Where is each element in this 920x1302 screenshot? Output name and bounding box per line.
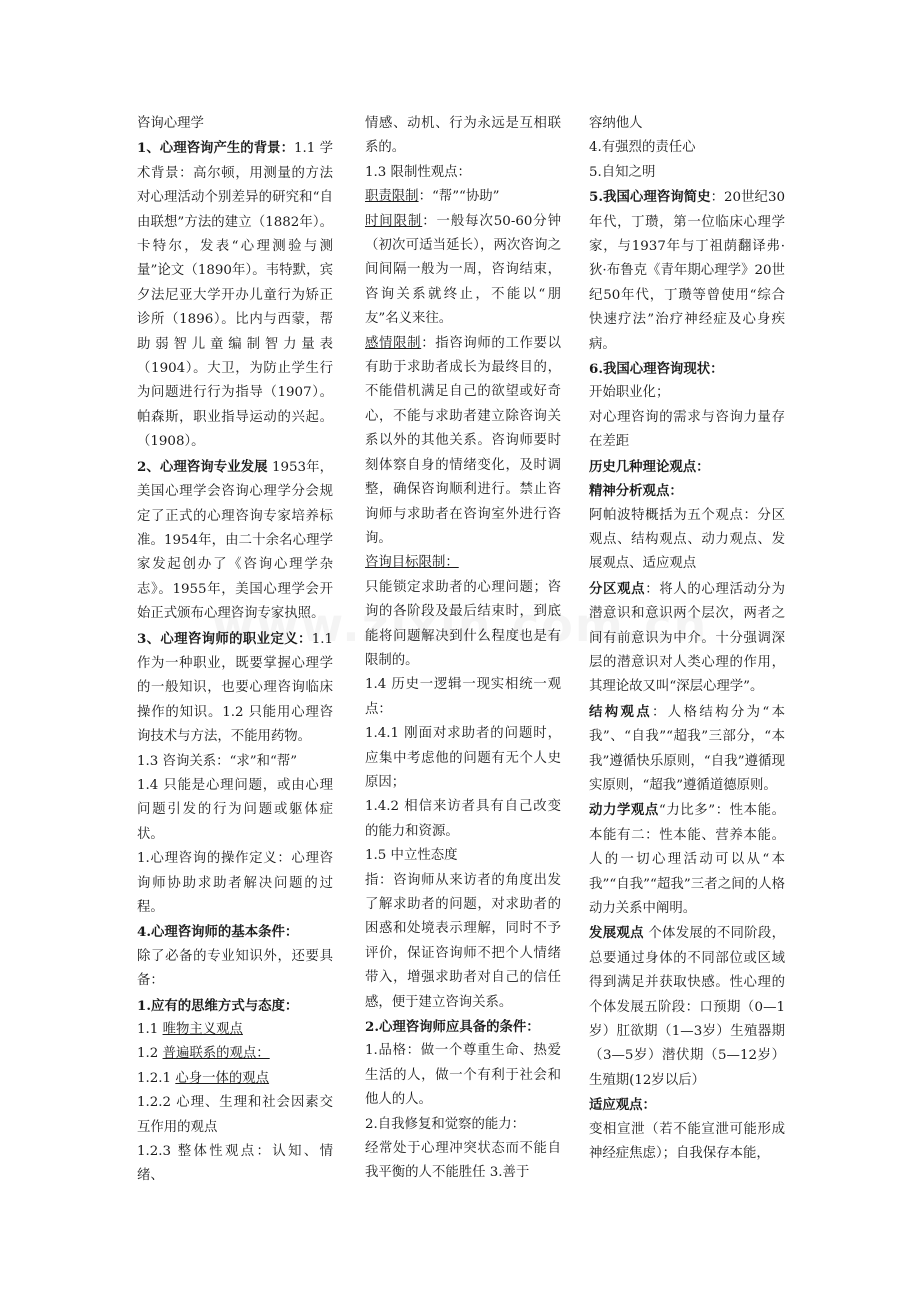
zone-view-heading: 分区观点: [589, 580, 646, 597]
section-2-heading: 2、心理咨询专业发展: [137, 458, 268, 475]
column-2: [365, 112, 561, 1186]
paragraph-operational-definition: 1.心理咨询的操作定义：心理咨询师协助求助者解决问题的过程。: [137, 851, 333, 915]
section-2: [137, 455, 333, 627]
emotion-limit: [365, 332, 561, 552]
quality-5: 5.自知之明: [589, 164, 656, 180]
column-1: [137, 112, 333, 1189]
section-4-2-heading: 2.心理咨询师应具备的条件：: [365, 1019, 540, 1036]
paragraph-1-3: 1.3 咨询关系：“求”和“帮”: [137, 753, 298, 769]
section-6-item-a: 开始职业化；: [589, 385, 670, 401]
structure-view-text: ：人格结构分为“本我”、“自我”“超我”三部分，“本我”遵循快乐原则，“自我”遵循现实原则，“超我”遵循道德原则。: [589, 704, 785, 793]
time-limit: [365, 210, 561, 332]
time-limit-text: ：一般每次50-60分钟（初次可适当延长），两次咨询之间间隔一般为一周，咨询结束，咨询关系就终止，不能以“朋友”名义来往。: [365, 213, 561, 327]
goal-limit-label: 咨询目标限制：: [365, 555, 459, 571]
item-1-2-1: [137, 1067, 333, 1091]
item-1-1: [137, 1018, 333, 1042]
item-1-2-3: 1.2.3 整体性观点：认知、情绪、: [137, 1144, 333, 1184]
section-1-text: 1.1 学术背景：高尔顿，用测量的方法对心理活动个别差异的研究和“自由联想”方法的建立（1882年）。卡特尔，发表“心理测验与测量”论文（1890年）。韦特默，宾夕法尼亚大学开办儿童行为矫正诊所（1896）。比内与西蒙，帮助弱智儿童编制智力量表（1904）。大卫，为防止学生行为问题进行行为指导（1907）。帕森斯，职业指导运动的兴起。（1908）。: [137, 141, 333, 450]
quality-2-text: 经常处于心理冲突状态而不能自我平衡的人不能胜任 3.善于: [365, 1141, 561, 1181]
dynamics-view-text: “力比多”：性本能。本能有二：性本能、营养本能。人的一切心理活动可以从“本我”“自我”“超我”三者之间的人格动力关系中阐明。: [589, 803, 785, 916]
development-view: [589, 921, 785, 1093]
psychoanalysis-heading: 精神分析观点：: [589, 483, 683, 500]
paragraph-1-4: 1.4 只能是心理问题，或由心理问题引发的行为问题或躯体症状。: [137, 777, 333, 842]
section-4-heading: 4.心理咨询师的基本条件：: [137, 924, 299, 941]
section-1-heading: 1、心理咨询产生的背景：: [137, 140, 295, 157]
section-3-heading: 3、心理咨询师的职业定义：: [137, 630, 312, 647]
goal-limit-text: 只能锁定求助者的心理问题；咨询的各阶段及最后结束时，到底能将问题解决到什么程度也是有限制的。: [365, 579, 561, 668]
psychoanalysis-text: 阿帕波特概括为五个观点：分区观点、结构观点、动力观点、发展观点、适应观点: [589, 507, 785, 572]
duty-limit-label: 职责限制: [365, 189, 419, 205]
column-3: [589, 112, 785, 1166]
quality-2: 2.自我修复和觉察的能力：: [365, 1116, 526, 1132]
item-1-4-1: 1.4.1 刚面对求助者的问题时，应集中考虑他的问题有无个人史原因；: [365, 726, 561, 790]
item-1-2-1-number: 1.2.1: [137, 1070, 176, 1086]
section-5: [589, 185, 785, 357]
section-6-heading: 6.我国心理咨询现状：: [589, 361, 724, 378]
adaptation-text: 变相宣泄（若不能宣泄可能形成神经症焦虑）；自我保存本能，: [589, 1121, 785, 1162]
section-3: [137, 627, 333, 750]
dynamics-view-heading: 动力学观点: [589, 802, 659, 819]
history-heading: 历史几种理论观点：: [589, 458, 710, 475]
section-5-heading: 5.我国心理咨询简史: [589, 189, 711, 206]
structure-view: [589, 700, 785, 799]
item-1-2-number: 1.2: [137, 1046, 163, 1062]
development-view-text: 个体发展的不同阶段，总要通过身体的不同部位或区域得到满足并获取快感。性心理的个体发展五阶段：口预期（0—1岁）肛欲期（1—3岁）生殖器期（3—5岁）潜伏期（5—12岁）生殖期(12岁以后）: [589, 926, 785, 1088]
item-1-1-text: 唯物主义观点: [162, 1022, 243, 1038]
section-1: [137, 136, 333, 454]
continuation-text: 情感、动机、行为永远是互相联系的。: [365, 116, 561, 156]
item-1-4: 1.4 历史一逻辑一现实相统一观点：: [365, 677, 561, 717]
duty-limit: [365, 185, 561, 209]
time-limit-label: 时间限制: [365, 213, 423, 229]
item-1-2-1-text: 心身一体的观点: [175, 1070, 270, 1086]
zone-view-text: ：将人的心理活动分为潜意识和意识两个层次，两者之间有前意识为中介。十分强调深层的潜意识对人类心理的作用，其理论故又叫“深层心理学”。: [589, 581, 785, 695]
section-5-text: ：20世纪30年代，丁瓒，第一位临床心理学家，与1937年与丁祖荫翻译弗·狄·布鲁克《青年期心理学》20世纪50年代，丁瓒等曾使用“综合快速疗法”治疗神经症及心身疾病。: [589, 190, 786, 352]
duty-limit-text: ：“帮”“协助”: [418, 189, 500, 205]
item-1-3: 1.3 限制性观点：: [365, 164, 471, 180]
section-6-item-b: 对心理咨询的需求与咨询力量存在差距: [589, 409, 785, 450]
dynamics-view: [589, 798, 785, 921]
item-1-2-text: 普遍联系的观点：: [162, 1046, 270, 1062]
emotion-limit-label: 感情限制: [365, 335, 422, 351]
section-3-text: 1.1作为一种职业，既要掌握心理学的一般知识，也要心理咨询临床操作的知识。1.2 只能用心理咨询技术与方法，不能用药物。: [137, 631, 333, 745]
document-title: 咨询心理学: [137, 116, 204, 131]
adaptation-heading: 适应观点：: [589, 1097, 656, 1114]
quality-4: 4.有强烈的责任心: [589, 140, 696, 156]
continuation-text: 容纳他人: [589, 116, 643, 131]
development-view-heading: 发展观点: [589, 925, 644, 942]
item-1-1-number: 1.1: [137, 1022, 163, 1038]
item-1-2-2: 1.2.2 心理、生理和社会因素交互作用的观点: [137, 1095, 333, 1135]
item-1-5: 1.5 中立性态度: [365, 848, 458, 864]
item-1-5-text: 指：咨询师从来访者的角度出发了解求助者的问题，对求助者的困惑和处境表示理解，同时不予评价，保证咨询师不把个人情绪带入，增强求助者对自己的信任感，便于建立咨询关系。: [365, 872, 561, 1010]
section-4-text: 除了必备的专业知识外，还要具备：: [137, 948, 333, 989]
quality-1: 1.品格：做一个尊重生命、热爱生活的人，做一个有利于社会和他人的人。: [365, 1043, 561, 1108]
section-2-text: 1953年，美国心理学会咨询心理学分会规定了正式的心理咨询专家培养标准。1954年，由二十余名心理学家发起创办了《咨询心理学杂志》。1955年，美国心理学会开始正式颁布心理咨询专家执照。: [137, 459, 333, 622]
zone-view: [589, 577, 785, 700]
emotion-limit-text: ：指咨询师的工作要以有助于求助者成长为最终目的，不能借机满足自己的欲望或好奇心，不能与求助者建立除咨询关系以外的其他关系。咨询师要时刻体察自身的情绪变化，及时调整，确保咨询顺利进行。禁止咨询师与求助者在咨询室外进行咨询。: [365, 335, 561, 546]
item-1-4-2: 1.4.2 相信来访者具有自己改变的能力和资源。: [365, 799, 561, 839]
section-4-1-heading: 1.应有的思维方式与态度：: [137, 997, 299, 1014]
structure-view-heading: 结构观点: [589, 703, 653, 720]
item-1-2: [137, 1042, 333, 1066]
